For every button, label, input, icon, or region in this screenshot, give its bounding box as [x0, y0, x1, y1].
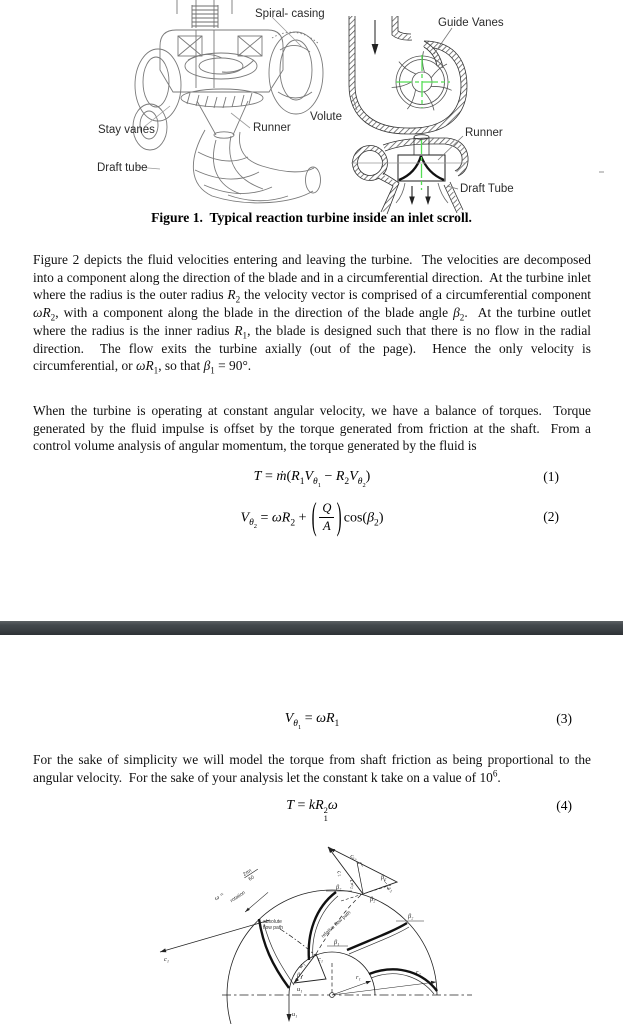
label-r1: r₁: [356, 974, 361, 981]
label-omega-den: 60: [247, 874, 256, 883]
equation-2-content: $V_{\theta_2} = \omega R_2$ + ( $\frac{Q}{A}$ ) $\cos(\beta_2)$: [240, 493, 384, 538]
paragraph-torque-balance: When the turbine is operating at constant angular velocity, we have a balance of torques. Torque generated by the fluid impulse is offset by the torque generated from friction at the shaft. From a control volume analysis of angular momentum, the torque generated by the fluid is: [33, 403, 591, 454]
label-runner-right: Runner: [465, 127, 503, 139]
equation-4-number: (4): [556, 798, 572, 813]
label-c1: c₁: [164, 956, 169, 963]
label-stay-vanes: Stay vanes: [98, 124, 155, 136]
label-omega-eq: ω =: [213, 890, 226, 903]
paragraph-friction-model: For the sake of simplicity we will model the torque from shaft friction as being proportional to the angular velocity. For the sake of your analysis let the constant k take on a value of $10^6$.: [33, 752, 591, 785]
label-guide-vanes: Guide Vanes: [438, 17, 504, 29]
equation-1: [33, 469, 591, 489]
turbine-cutaway-drawing: [133, 0, 323, 203]
label-w1: w₁: [297, 960, 307, 971]
label-absolute-flow-path-1: absolute: [263, 919, 282, 925]
equation-1-number: (1): [543, 469, 559, 484]
label-u1-bottom: u₁: [292, 1011, 298, 1018]
figure-1: [0, 0, 623, 235]
label-c2: c₂: [335, 868, 344, 878]
label-cu2: cᵤ₂: [349, 852, 359, 862]
label-spiral-casing: Spiral- casing: [255, 8, 325, 20]
label-absolute-flow-path-2: flow path: [263, 925, 284, 931]
label-relative-flow-path: relative flow path: [320, 909, 353, 940]
equation-3: [33, 711, 591, 731]
label-cm2: cₘ₂: [348, 878, 357, 890]
label-rotation: rotation: [229, 889, 247, 905]
equation-3-number: (3): [556, 711, 572, 726]
label-draft-tube-right: Draft Tube: [460, 183, 514, 195]
equation-3-content: $V_{\theta_1} = \omega R_1$: [284, 711, 340, 731]
equation-2: [33, 493, 591, 540]
label-beta1-triangle: β₁: [297, 972, 303, 979]
label-draft-tube-left: Draft tube: [97, 162, 148, 174]
label-r2: r₂: [416, 969, 421, 976]
equation-4: [33, 798, 591, 822]
equation-1-content: $T = ṁ(R_1V_{\theta_1} - R_2V_{\theta_2})$: [253, 469, 371, 489]
paragraph-velocities: Figure 2 depicts the fluid velocities entering and leaving the turbine. The velocities are decomposed into a component along the direction of the blade and in a circumferential direction. At the turbine inlet where the radius is the outer radius $R_2$ the velocity vector is comprised of a circumferential component $\omega R_2$, with a component along the blade in the direction of the blade angle $\beta_2$. At the turbine outlet where the radius is the inner radius $R_1$, the blade is designed such that there is no flow in the radial direction. The flow exits the turbine axially (out of the page). Hence the only velocity is circumferential, or $\omega R_1$, so that $\beta_1 = 90^\circ$.: [33, 252, 592, 376]
label-beta1-tick: β₁: [334, 939, 340, 946]
label-c1-triangle: c₁: [318, 956, 323, 963]
label-w2: w₂: [385, 884, 394, 894]
label-runner-left: Runner: [253, 122, 291, 134]
label-beta2-tick2: β₂: [408, 913, 414, 920]
label-omega-num: 2πn: [242, 867, 253, 878]
label-volute: Volute: [310, 111, 342, 123]
equation-4-content: T = kR 2 1 ω: [286, 798, 338, 823]
page-divider: [0, 621, 623, 635]
label-u1-triangle: u₁: [297, 986, 303, 993]
label-beta2-tick1: β₂: [336, 884, 342, 891]
label-beta2-apex: β₂: [370, 896, 376, 903]
equation-2-number: (2): [543, 509, 559, 524]
label-beta2-triangle: β₂: [381, 874, 387, 881]
figure-1-caption: Figure 1. Typical reaction turbine inside an inlet scroll.: [151, 210, 472, 225]
figure-2-velocity-diagram: [0, 833, 623, 1024]
